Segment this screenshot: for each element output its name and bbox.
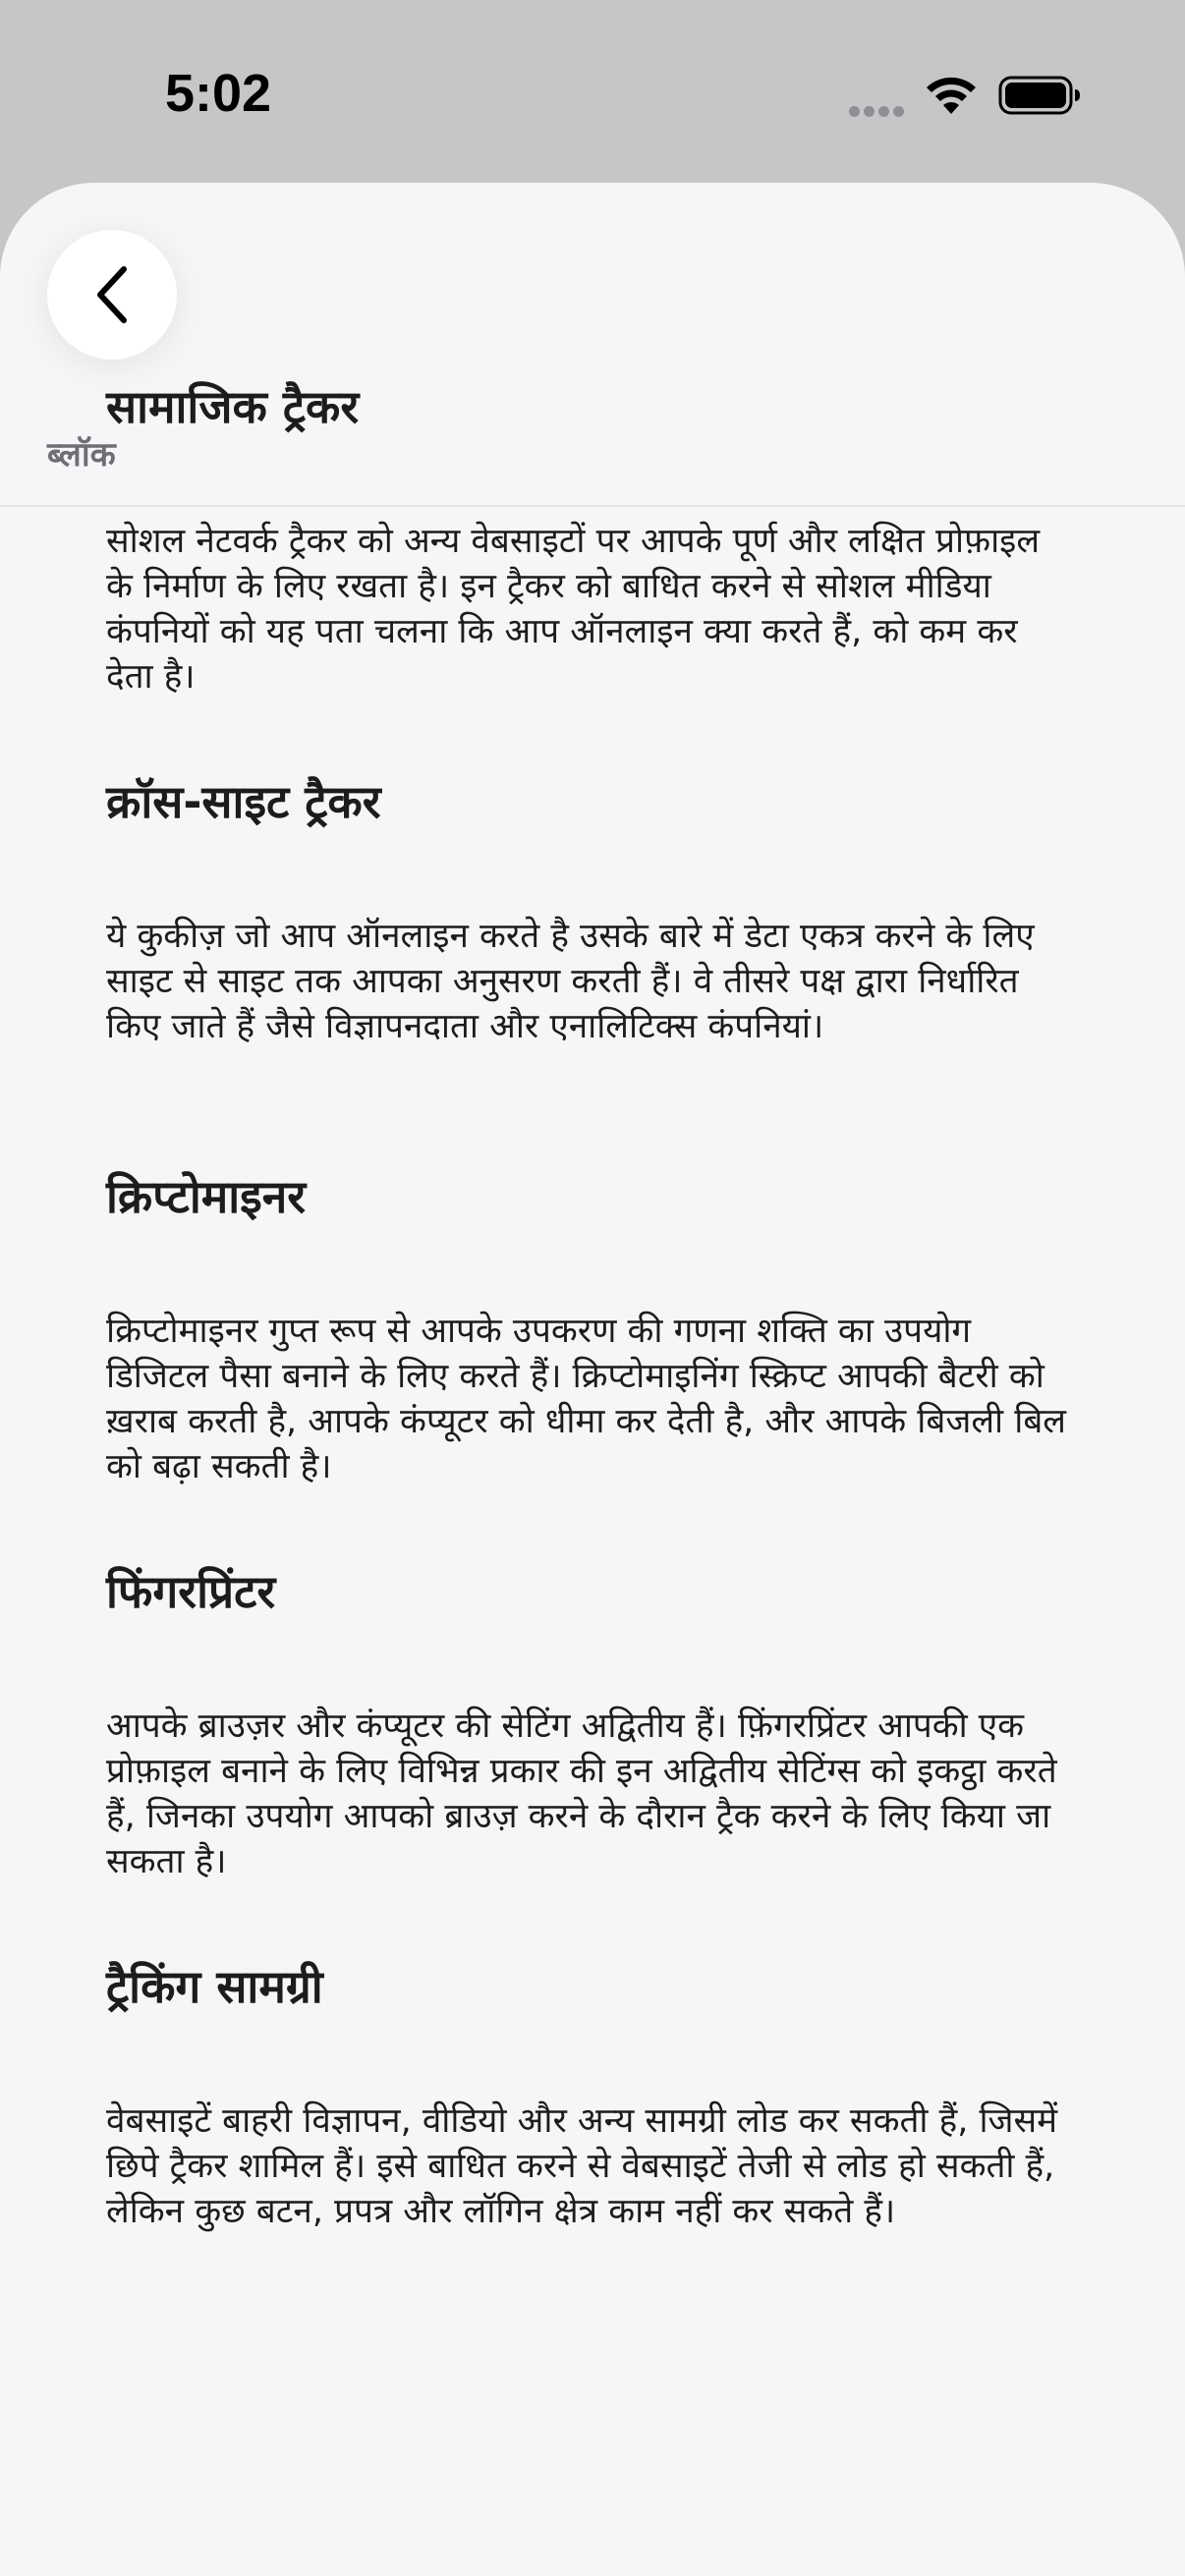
section-social-trackers [106,377,1069,772]
wifi-icon [924,75,979,116]
section-body: सोशल नेटवर्क ट्रैकर को अन्य वेबसाइटों पर आपके पूर्ण और लक्षित प्रोफ़ाइल के निर्माण के लिए रखता है। इन ट्रैकर को बाधित करने से सोशल मीडिया कंपनियों को यह पता चलना कि आप ऑनलाइन क्या करते हैं, को कम कर देता है। [106,522,1041,697]
section-tracking-content [106,1957,1069,2352]
battery-icon [998,75,1081,116]
section-body: ये कुकीज़ जो आप ऑनलाइन करते है उसके बारे में डेटा एकत्र करने के लिए साइट से साइट तक आपका अनुसरण करती हैं। वे तीसरे पक्ष द्वारा निर्धारित किए जाते हैं जैसे विज्ञापनदाता और एनालिटिक्स कंपनियां। [106,917,1035,1046]
section-body: आपके ब्राउज़र और कंप्यूटर की सेटिंग अद्वितीय हैं। फ़िंगरप्रिंटर आपकी एक प्रोफ़ाइल बनाने के लिए विभिन्न प्रकार की इन अद्वितीय सेटिंग्स को इकट्ठा करते हैं, जिनका उपयोग आपको ब्राउज़ करने के दौरान ट्रैक करने के लिए किया जा सकता है। [106,1707,1057,1881]
section-body: क्रिप्टोमाइनर गुप्त रूप से आपके उपकरण की गणना शक्ति का उपयोग डिजिटल पैसा बनाने के लिए करते हैं। क्रिप्टोमाइनिंग स्क्रिप्ट आपकी बैटरी को ख़राब करती है, आपके कंप्यूटर को धीमा कर देती है, और आपके बिजली बिल को बढ़ा सकती है। [106,1312,1067,1486]
section-fingerprinters [106,1562,1069,1957]
section-title: ट्रैकिंग सामग्री [106,1960,323,2013]
section-cross-site-trackers [106,772,1069,1167]
chevron-left-icon [90,263,134,326]
section-title: क्रॉस-साइट ट्रैकर [106,775,381,828]
cellular-dots-icon [849,102,908,116]
status-bar [0,0,1185,183]
section-title: सामाजिक ट्रैकर [106,380,360,433]
section-title: फिंगरप्रिंटर [106,1565,276,1618]
tracker-info-list [106,377,1069,2352]
section-title: क्रिप्टोमाइनर [106,1170,307,1223]
back-button[interactable] [47,230,177,360]
section-body: वेबसाइटें बाहरी विज्ञापन, वीडियो और अन्य सामग्री लोड कर सकती हैं, जिसमें छिपे ट्रैकर शामिल हैं। इसे बाधित करने से वेबसाइटें तेजी से लोड हो सकती हैं, लेकिन कुछ बटन, प्रपत्र और लॉगिन क्षेत्र काम नहीं कर सकते हैं। [106,2101,1058,2231]
nav-title: ब्लॉक [47,435,116,475]
section-cryptominers [106,1167,1069,1562]
status-time: 5:02 [165,64,272,123]
